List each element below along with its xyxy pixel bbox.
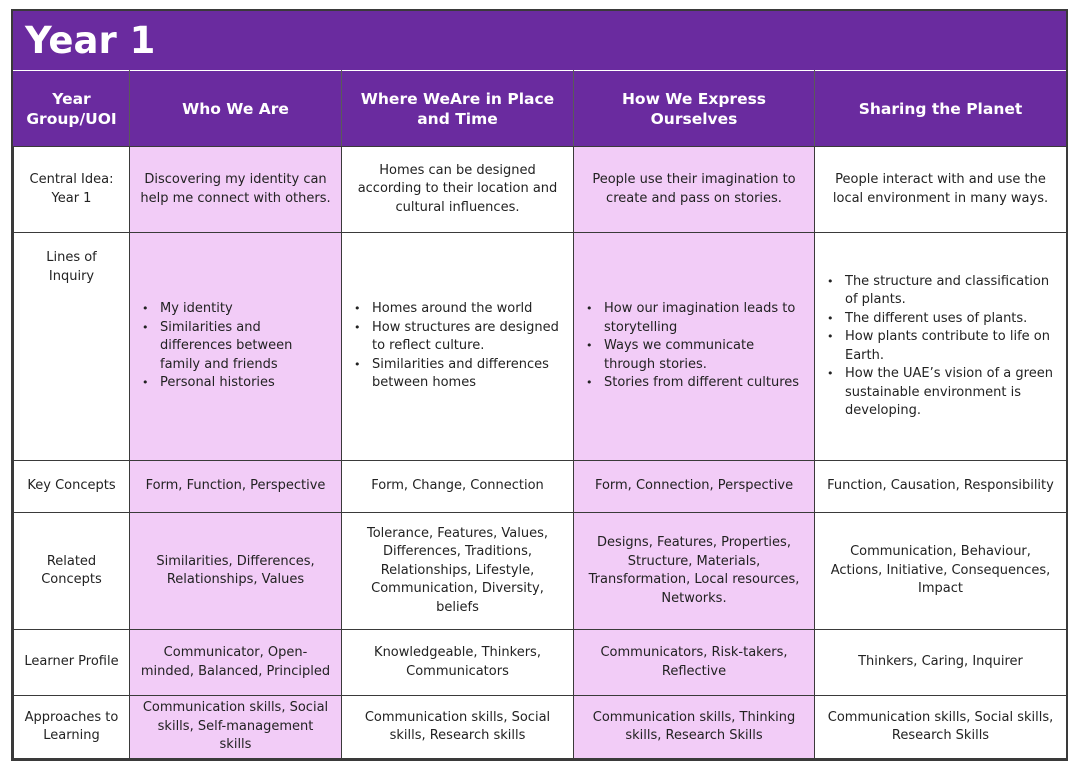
related-concepts-who-we-are: Similarities, Differences, Relationships, Values [130,513,342,630]
header-sharing-the-planet: Sharing the Planet [815,71,1067,147]
related-concepts-how-we-express: Designs, Features, Properties, Structure, Materials, Transformation, Local resources, Networks. [574,513,815,630]
central-idea-where-we-are: Homes can be designed according to their location and cultural influences. [342,147,574,233]
row-label-central-idea: Central Idea: Year 1 [14,147,130,233]
approaches-how-we-express: Communication skills, Thinking skills, Research Skills [574,696,815,759]
key-concepts-sharing-the-planet: Function, Causation, Responsibility [815,461,1067,513]
key-concepts-where-we-are: Form, Change, Connection [342,461,574,513]
inquiry-item: • Homes around the world [370,300,563,319]
central-idea-sharing-the-planet: People interact with and use the local environment in many ways. [815,147,1067,233]
approaches-sharing-the-planet: Communication skills, Social skills, Research Skills [815,696,1067,759]
row-label-lines-of-inquiry: Lines of Inquiry [14,233,130,461]
related-concepts-sharing-the-planet: Communication, Behaviour, Actions, Initiative, Consequences, Impact [815,513,1067,630]
page-title: Year 1 [25,19,156,62]
row-label-key-concepts: Key Concepts [14,461,130,513]
approaches-who-we-are: Communication skills, Social skills, Self-management skills [130,696,342,759]
inquiry-item: • How the UAE’s vision of a green sustainable environment is developing. [843,365,1056,421]
learner-profile-where-we-are: Knowledgeable, Thinkers, Communicators [342,630,574,696]
outer-border [11,9,1068,761]
learner-profile-who-we-are: Communicator, Open-minded, Balanced, Principled [130,630,342,696]
inquiry-item: • Similarities and differences between homes [370,356,563,393]
learner-profile-sharing-the-planet: Thinkers, Caring, Inquirer [815,630,1067,696]
header-year-group: Year Group/UOI [14,71,130,147]
inquiry-item: • The different uses of plants. [843,310,1056,329]
central-idea-who-we-are: Discovering my identity can help me connect with others. [130,147,342,233]
row-label-learner-profile: Learner Profile [14,630,130,696]
key-concepts-how-we-express: Form, Connection, Perspective [574,461,815,513]
header-where-we-are: Where WeAre in Place and Time [342,71,574,147]
learner-profile-how-we-express: Communicators, Risk-takers, Reflective [574,630,815,696]
inquiry-item: • Personal histories [158,374,331,393]
row-label-related-concepts: Related Concepts [14,513,130,630]
inquiry-item: • My identity [158,300,331,319]
central-idea-how-we-express: People use their imagination to create and pass on stories. [574,147,815,233]
inquiry-item: • Ways we communicate through stories. [602,337,804,374]
approaches-where-we-are: Communication skills, Social skills, Research skills [342,696,574,759]
inquiry-item: • The structure and classification of plants. [843,273,1056,310]
inquiry-item: • Similarities and differences between family and friends [158,319,331,375]
related-concepts-where-we-are: Tolerance, Features, Values, Differences, Traditions, Relationships, Lifestyle, Communication, Diversity, beliefs [342,513,574,630]
inquiry-item: • How structures are designed to reflect culture. [370,319,563,356]
header-how-we-express: How We Express Ourselves [574,71,815,147]
inquiry-item: • Stories from different cultures [602,374,804,393]
inquiry-item: • How plants contribute to life on Earth. [843,328,1056,365]
key-concepts-who-we-are: Form, Function, Perspective [130,461,342,513]
header-who-we-are: Who We Are [130,71,342,147]
row-label-approaches: Approaches to Learning [14,696,130,759]
inquiry-item: • How our imagination leads to storytelling [602,300,804,337]
